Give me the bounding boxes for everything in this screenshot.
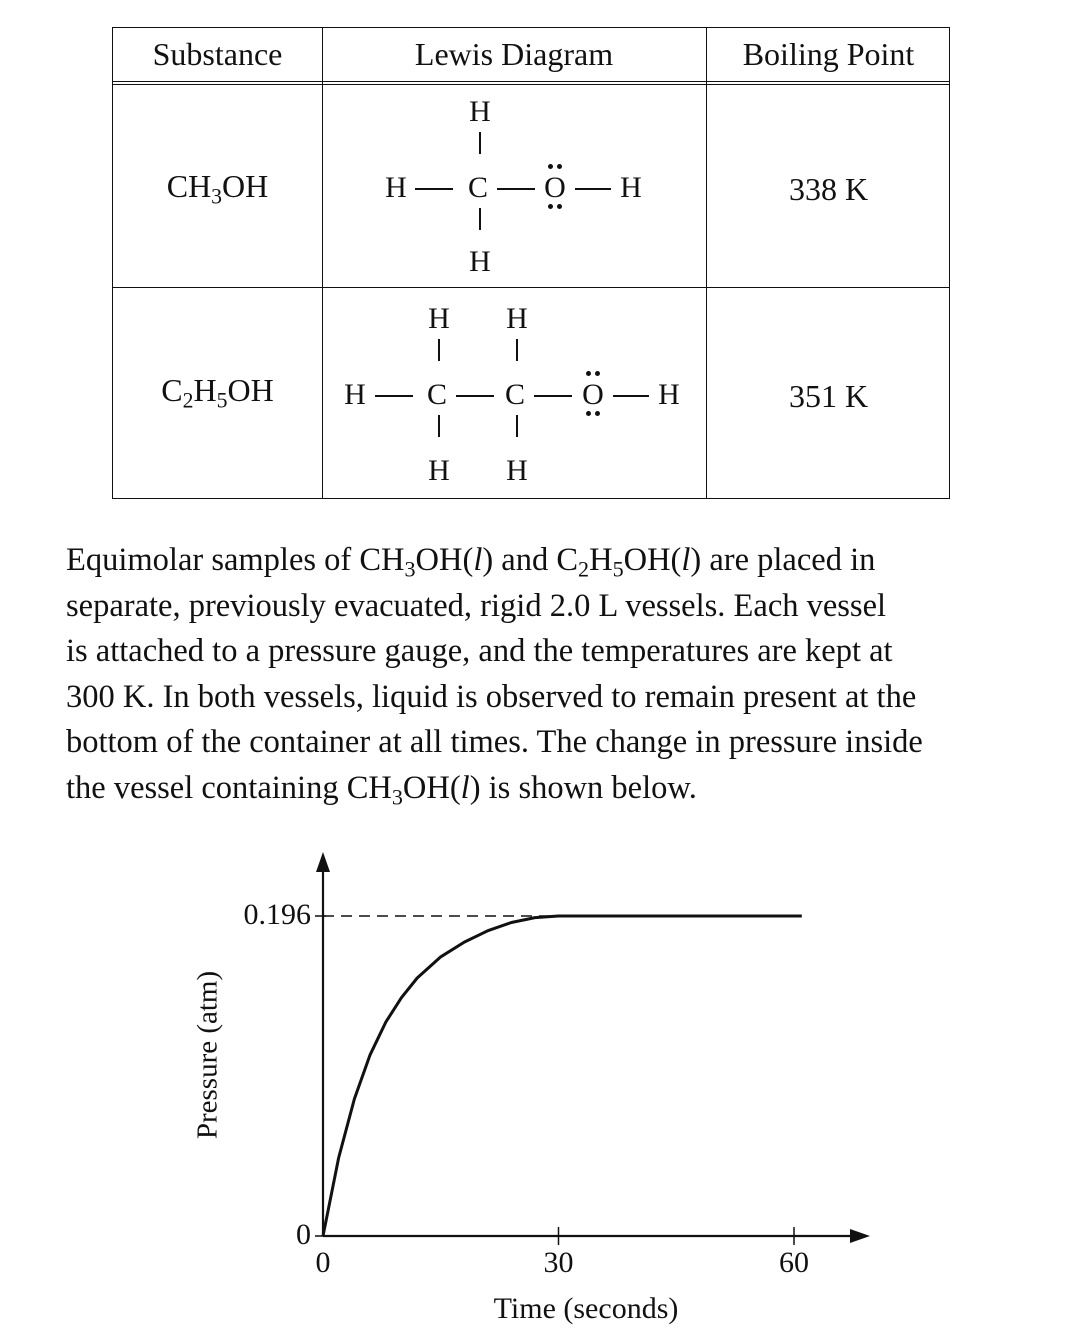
boiling-point-methanol: 338 K — [788, 171, 869, 207]
bond — [438, 415, 440, 437]
atom-c: C — [504, 378, 525, 411]
table-divider — [322, 28, 323, 498]
paragraph-line: is attached to a pressure gauge, and the temperatures are kept at — [66, 633, 893, 669]
x-tick-label: 60 — [779, 1246, 809, 1279]
paragraph-line: separate, previously evacuated, rigid 2.0 L vessels. Each vessel — [66, 587, 887, 624]
atom-h: H — [658, 378, 680, 411]
bond — [575, 188, 611, 190]
bond — [479, 208, 481, 230]
bond — [534, 395, 572, 397]
y-axis-label: Pressure (atm) — [191, 970, 224, 1140]
substance-methanol: $CH_3OH$ — [166, 168, 269, 209]
lone-pair — [557, 164, 562, 169]
bond — [516, 339, 518, 361]
paragraph-line: bottom of the container at all times. The change in pressure inside — [66, 724, 923, 760]
atom-h: H — [469, 95, 491, 128]
x-tick-label: 30 — [543, 1246, 574, 1279]
y-tick-label: 0 — [296, 1218, 311, 1251]
header-substance: Substance — [152, 36, 283, 72]
table-divider — [706, 28, 707, 498]
atom-o: O — [582, 378, 604, 411]
atom-o: O — [544, 171, 566, 204]
question-paragraph — [66, 538, 1016, 811]
atom-h: H — [428, 454, 450, 487]
boiling-point-ethanol: 351 K — [788, 378, 869, 414]
substance-ethanol: $C_2H_5OH$ — [161, 372, 274, 413]
bond — [375, 395, 413, 397]
paragraph-line: 300 K. In both vessels, liquid is observed to remain present at the — [66, 678, 917, 715]
lone-pair — [595, 371, 600, 376]
atom-h: H — [344, 378, 366, 411]
lone-pair — [586, 371, 591, 376]
substance-table — [112, 27, 950, 499]
header-lewis-diagram: Lewis Diagram — [414, 36, 614, 72]
paragraph-line: the vessel containing $CH_3OH(l)$ is shown below. — [66, 769, 697, 810]
lone-pair — [557, 204, 562, 209]
pressure-curve — [323, 916, 802, 1236]
bond — [497, 188, 535, 190]
bond — [516, 415, 518, 437]
atom-c: C — [467, 171, 488, 204]
y-tick-label: 0.196 — [243, 898, 311, 931]
bond — [479, 132, 481, 154]
bond — [415, 188, 453, 190]
bond — [613, 395, 649, 397]
lone-pair — [548, 204, 553, 209]
atom-c: C — [426, 378, 447, 411]
lone-pair — [595, 411, 600, 416]
header-rule — [113, 81, 949, 85]
row-rule — [113, 287, 949, 288]
atom-h: H — [506, 454, 528, 487]
lone-pair — [586, 411, 591, 416]
x-tick-label: 0 — [315, 1246, 331, 1279]
atom-h: H — [506, 302, 528, 335]
x-axis-label: Time (seconds) — [493, 1292, 679, 1325]
x-axis-arrow-icon — [850, 1229, 870, 1243]
bond — [456, 395, 494, 397]
atom-h: H — [620, 171, 642, 204]
y-axis-arrow-icon — [316, 852, 330, 872]
header-boiling-point: Boiling Point — [742, 36, 915, 72]
atom-h: H — [385, 171, 407, 204]
bond — [438, 339, 440, 361]
atom-h: H — [469, 245, 491, 278]
atom-h: H — [428, 302, 450, 335]
paragraph-line: Equimolar samples of $CH_3OH(l)$ and $C_2H_5OH(l)$ are placed in — [66, 542, 876, 582]
lone-pair — [548, 164, 553, 169]
